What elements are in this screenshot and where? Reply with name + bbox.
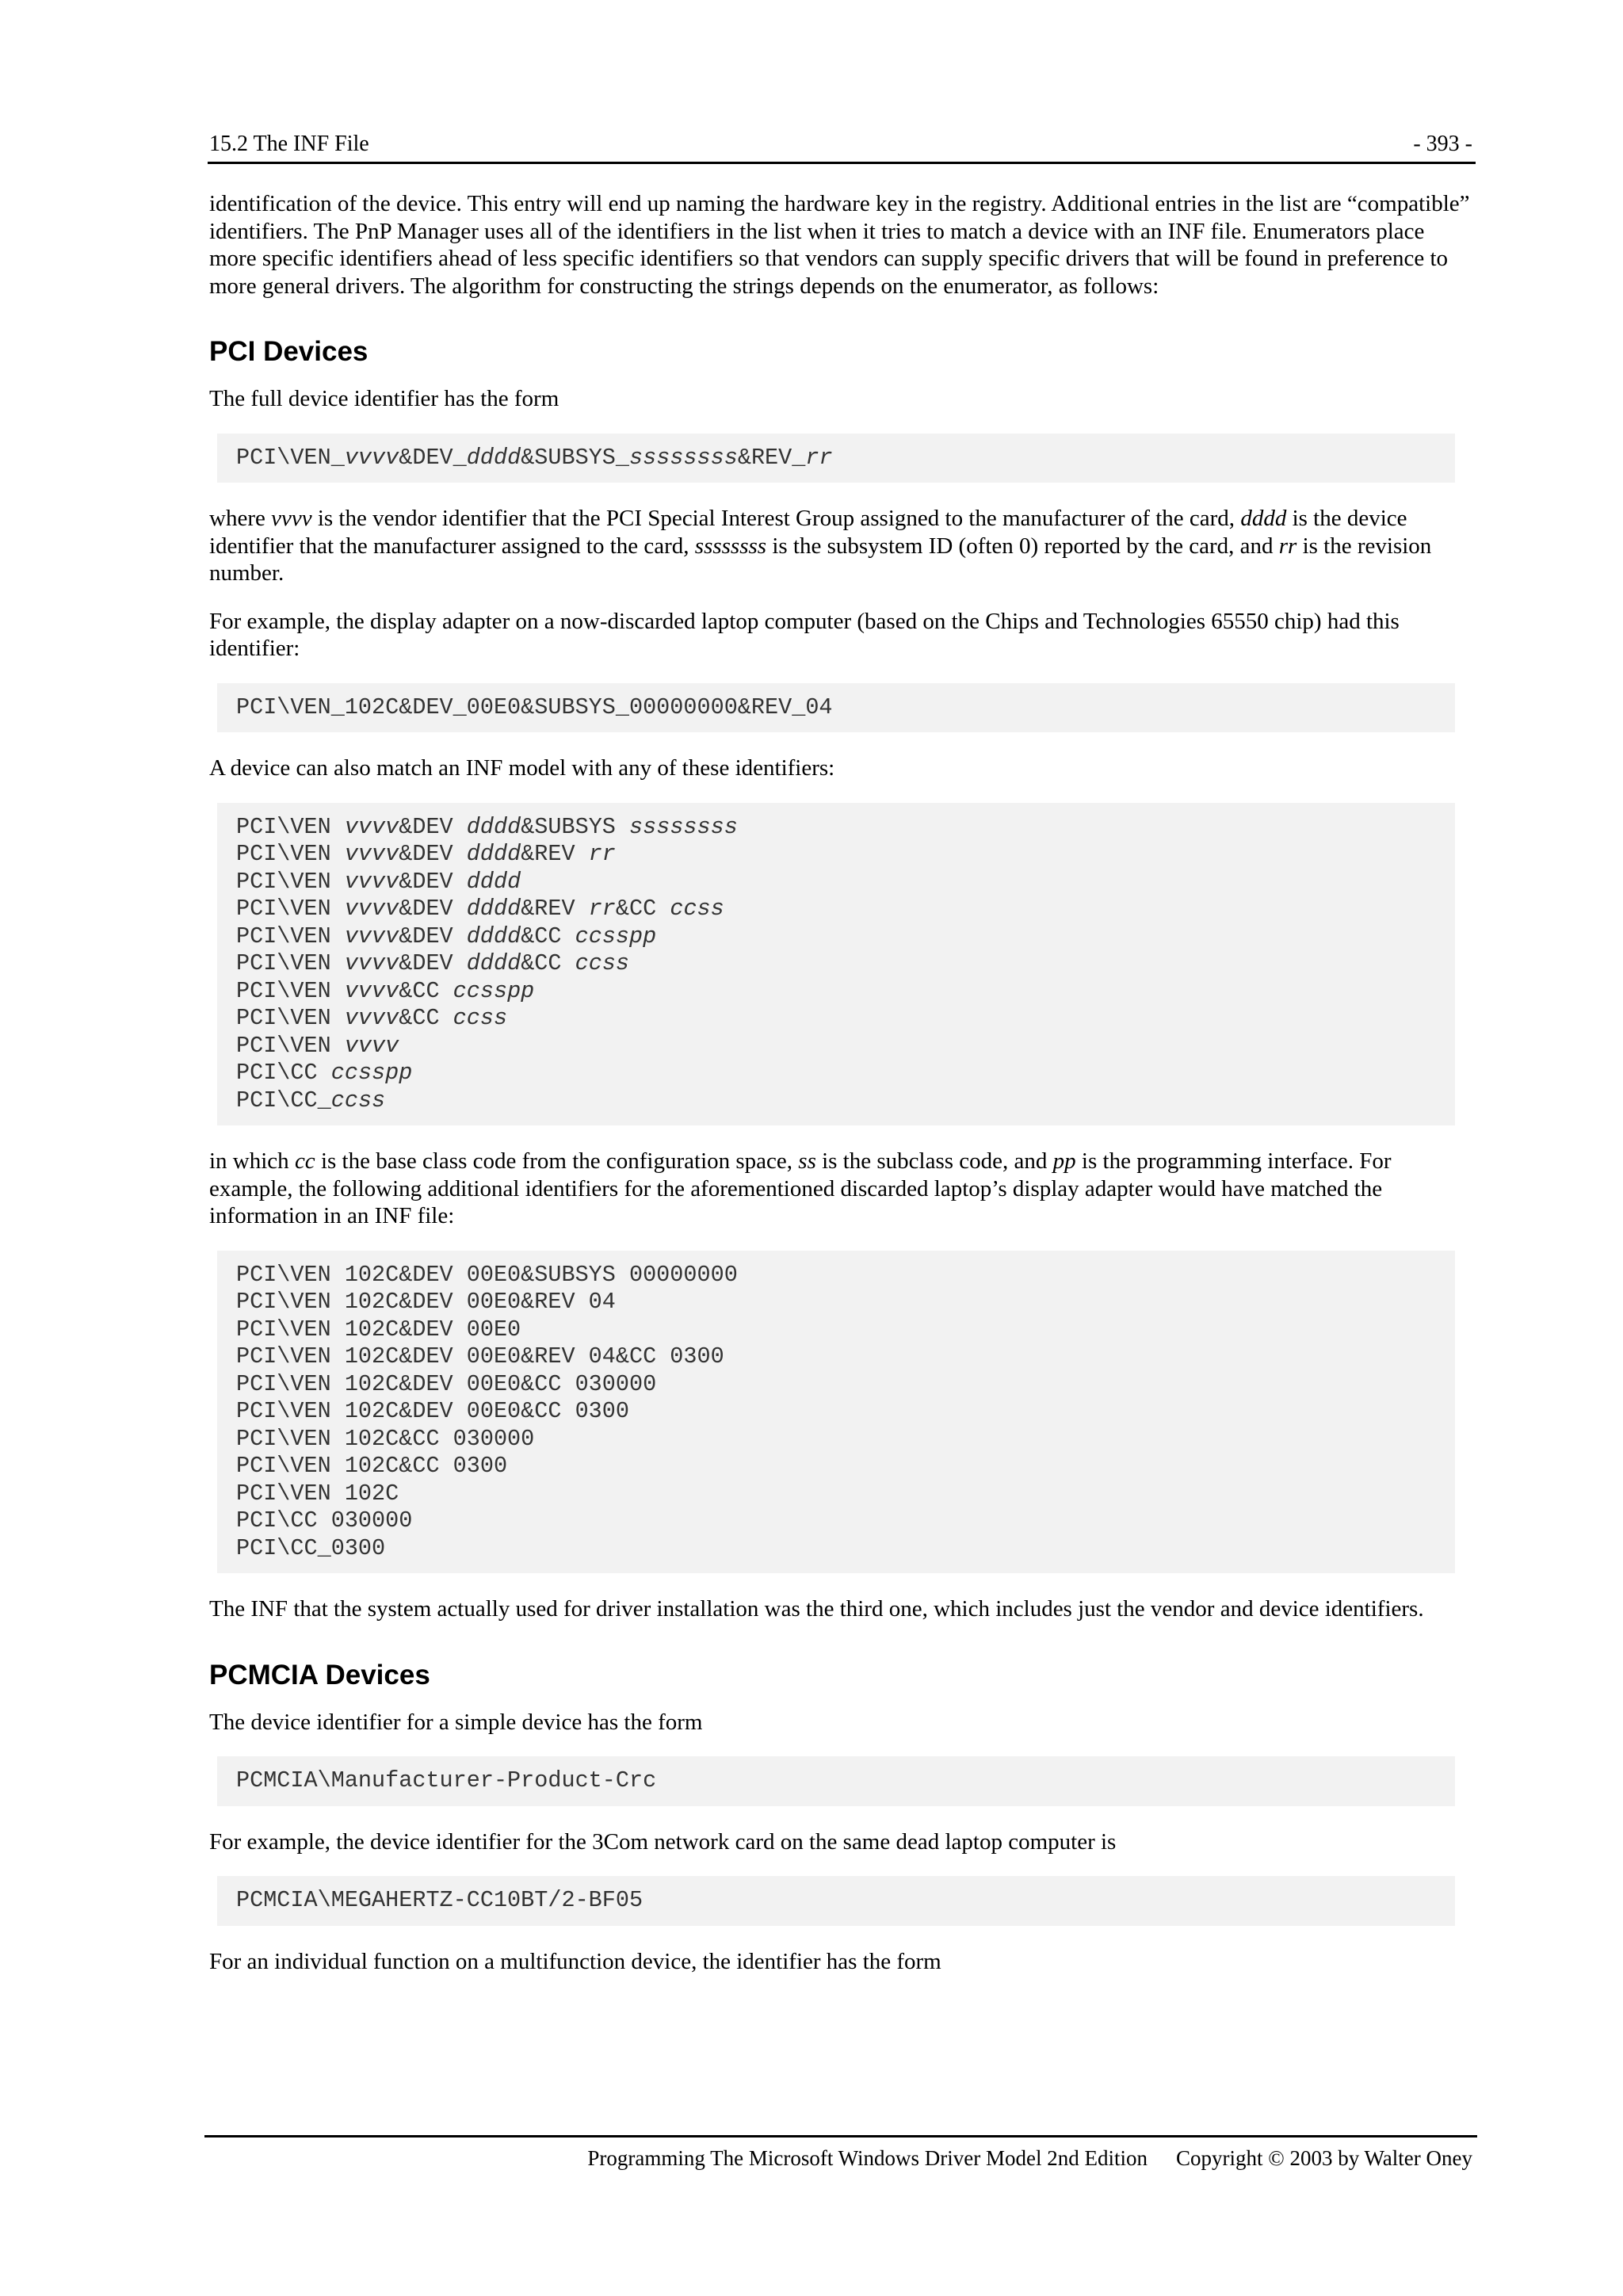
code-placeholder: ccss <box>453 1005 508 1031</box>
code-line <box>236 445 1436 472</box>
placeholder-term: cc <box>294 1148 315 1174</box>
pci-alt-intro: A device can also match an INF model with any of these identifiers: <box>209 755 835 781</box>
code-placeholder: vvvv <box>344 813 399 840</box>
code-text: PCI\CC <box>236 1060 331 1086</box>
code-line <box>236 896 1436 923</box>
code-placeholder: vvvv <box>344 1032 399 1059</box>
code-line: PCMCIA\Manufacturer-Product-Crc <box>236 1767 657 1794</box>
text-run: is the base class code from the configuration space, <box>315 1148 799 1174</box>
pcmcia-multifunction-intro: For an individual function on a multifunction device, the identifier has the form <box>209 1948 941 1974</box>
code-line: PCI\VEN 102C&CC 0300 <box>236 1453 508 1479</box>
code-text: &DEV <box>399 841 467 867</box>
code-text: PCI\VEN <box>236 868 345 895</box>
code-placeholder: ccsspp <box>575 923 657 949</box>
code-line <box>236 923 1436 951</box>
pci-example-intro: For example, the display adapter on a now-discarded laptop computer (based on the Chips and Technologies 65550 chip) had this identifier: <box>209 608 1400 661</box>
placeholder-term: ss <box>798 1148 816 1174</box>
book-title: Programming The Microsoft Windows Driver Model 2nd Edition <box>587 2146 1148 2170</box>
code-placeholder: ccss <box>670 896 724 922</box>
code-text: &REV_ <box>737 444 806 471</box>
code-text: &CC <box>399 977 453 1004</box>
code-text: PCI\CC_ <box>236 1087 331 1114</box>
placeholder-term: dddd <box>1240 506 1287 531</box>
code-line <box>236 1060 1436 1087</box>
code-line <box>236 978 1436 1006</box>
pci-example-code-block <box>217 683 1455 733</box>
code-text: PCI\VEN <box>236 977 345 1004</box>
code-placeholder: vvvv <box>344 1005 399 1031</box>
code-placeholder: ssssssss <box>629 813 738 840</box>
code-text: &SUBSYS_ <box>521 444 630 471</box>
text-run: is the subclass code, and <box>815 1148 1053 1174</box>
code-line <box>236 1087 1436 1115</box>
pcmcia-devices-heading: PCMCIA Devices <box>209 1659 430 1690</box>
code-placeholder: ccsspp <box>330 1060 413 1086</box>
code-text: &CC <box>521 950 575 976</box>
footer-rule <box>204 2135 1477 2137</box>
code-text: &REV <box>521 841 589 867</box>
code-text: PCI\VEN <box>236 813 345 840</box>
code-line: PCI\VEN 102C&CC 030000 <box>236 1425 535 1452</box>
code-placeholder: dddd <box>466 896 521 922</box>
placeholder-term: vvvv <box>271 506 312 531</box>
code-text: &CC <box>615 896 670 922</box>
code-line: PCI\CC 030000 <box>236 1507 413 1534</box>
code-line <box>236 950 1436 978</box>
code-text: PCI\VEN <box>236 841 345 867</box>
code-placeholder: dddd <box>466 923 521 949</box>
text-run: where <box>209 506 272 531</box>
pci-closing-paragraph: The INF that the system actually used for driver installation was the third one, which includes just the vendor and device identifiers. <box>209 1596 1424 1622</box>
code-placeholder: dddd <box>466 813 521 840</box>
code-line <box>236 1005 1436 1033</box>
code-placeholder: ccss <box>575 950 630 976</box>
code-placeholder: vvvv <box>344 923 399 949</box>
code-text: PCI\VEN <box>236 1032 345 1059</box>
code-text: &DEV <box>399 868 467 895</box>
code-placeholder: ccss <box>330 1087 386 1114</box>
code-placeholder: dddd <box>466 841 521 867</box>
code-placeholder: dddd <box>466 444 521 471</box>
code-text: &DEV_ <box>399 444 467 471</box>
code-line: PCI\VEN 102C&DEV 00E0&REV 04&CC 0300 <box>236 1343 724 1370</box>
page-body <box>209 190 1474 1996</box>
code-text: PCI\VEN <box>236 950 345 976</box>
code-text: &DEV <box>399 813 467 840</box>
code-line: PCI\CC_0300 <box>236 1534 386 1561</box>
text-run: is the device identifier that the manufacturer assigned to the card, <box>209 506 1407 559</box>
code-text: &CC <box>399 1005 453 1031</box>
text-run: is the programming interface. For example, the following additional identifiers for the aforementioned discarded laptop’s display adapter would have matched the information in an INF file: <box>209 1148 1392 1228</box>
code-placeholder: rr <box>805 444 833 471</box>
code-line <box>236 814 1436 842</box>
pci-laptop-ids-code-block <box>217 1251 1455 1574</box>
code-placeholder: rr <box>588 841 616 867</box>
code-text: &REV <box>521 896 589 922</box>
pcmcia-form-code-block <box>217 1756 1455 1806</box>
text-run: is the vendor identifier that the PCI Special Interest Group assigned to the manufacturer of the card, <box>311 506 1241 531</box>
code-line: PCI\VEN 102C&DEV 00E0&REV 04 <box>236 1289 616 1315</box>
code-placeholder: vvvv <box>344 977 399 1004</box>
code-text: PCI\VEN <box>236 1005 345 1031</box>
placeholder-term: pp <box>1052 1148 1076 1174</box>
code-text: &DEV <box>399 896 467 922</box>
code-placeholder: rr <box>588 896 616 922</box>
code-placeholder: vvvv <box>344 950 399 976</box>
copyright-notice: Copyright © 2003 by Walter Oney <box>1175 2146 1472 2170</box>
pci-form-code-block <box>217 434 1455 483</box>
pcmcia-form-intro: The device identifier for a simple device has the form <box>209 1709 703 1735</box>
code-text: &SUBSYS <box>521 813 630 840</box>
code-line: PCI\VEN 102C&DEV 00E0&CC 0300 <box>236 1398 629 1424</box>
text-run: in which <box>209 1148 295 1174</box>
page-number: - 393 - <box>1413 132 1472 156</box>
code-line <box>236 1033 1436 1060</box>
code-text: &DEV <box>399 923 467 949</box>
code-line: PCI\VEN 102C&DEV 00E0&CC 030000 <box>236 1370 657 1397</box>
code-placeholder: ssssssss <box>629 444 738 471</box>
pci-where-paragraph <box>209 505 1474 587</box>
code-placeholder: vvvv <box>344 444 399 471</box>
placeholder-term: ssssssss <box>694 533 767 559</box>
text-run: is the revision number. <box>209 533 1432 586</box>
pci-alt-ids-code-block <box>217 803 1455 1126</box>
code-line: PCI\VEN 102C&DEV 00E0 <box>236 1316 521 1343</box>
page-footer <box>587 2146 1472 2171</box>
code-line <box>236 841 1436 869</box>
code-line <box>236 869 1436 896</box>
section-title: 15.2 The INF File <box>209 132 369 156</box>
code-placeholder: ccsspp <box>453 977 535 1004</box>
code-line: PCI\VEN 102C <box>236 1480 399 1507</box>
placeholder-term: rr <box>1278 533 1297 559</box>
pcmcia-example-intro: For example, the device identifier for the 3Com network card on the same dead laptop computer is <box>209 1828 1117 1855</box>
code-line: PCI\VEN_102C&DEV_00E0&SUBSYS_00000000&REV_04 <box>236 693 833 720</box>
code-text: PCI\VEN_ <box>236 444 345 471</box>
code-line: PCMCIA\MEGAHERTZ-CC10BT/2-BF05 <box>236 1887 643 1913</box>
code-text: &DEV <box>399 950 467 976</box>
pci-devices-heading: PCI Devices <box>209 336 369 367</box>
code-placeholder: dddd <box>466 950 521 976</box>
code-placeholder: vvvv <box>344 896 399 922</box>
code-text: PCI\VEN <box>236 896 345 922</box>
code-placeholder: vvvv <box>344 841 399 867</box>
pci-form-intro: The full device identifier has the form <box>209 386 559 411</box>
pci-class-code-paragraph <box>209 1148 1474 1230</box>
code-text: &CC <box>521 923 575 949</box>
code-placeholder: dddd <box>466 868 521 895</box>
code-line: PCI\VEN 102C&DEV 00E0&SUBSYS 00000000 <box>236 1261 738 1288</box>
running-header <box>208 132 1476 164</box>
text-run: is the subsystem ID (often 0) reported by the card, and <box>766 533 1279 559</box>
intro-paragraph: identification of the device. This entry will end up naming the hardware key in the registry. Additional entries in the list are “compatible” identifiers. The PnP Manager uses all of the identifiers in the list when it tries to match a device with an INF file. Enumerators place more specific identifiers ahead of less specific identifiers so that vendors can supply specific drivers that will be found in preference to more general drivers. The algorithm for constructing the strings depends on the enumerator, as follows: <box>209 191 1470 299</box>
code-placeholder: vvvv <box>344 868 399 895</box>
pcmcia-example-code-block <box>217 1876 1455 1926</box>
code-text: PCI\VEN <box>236 923 345 949</box>
